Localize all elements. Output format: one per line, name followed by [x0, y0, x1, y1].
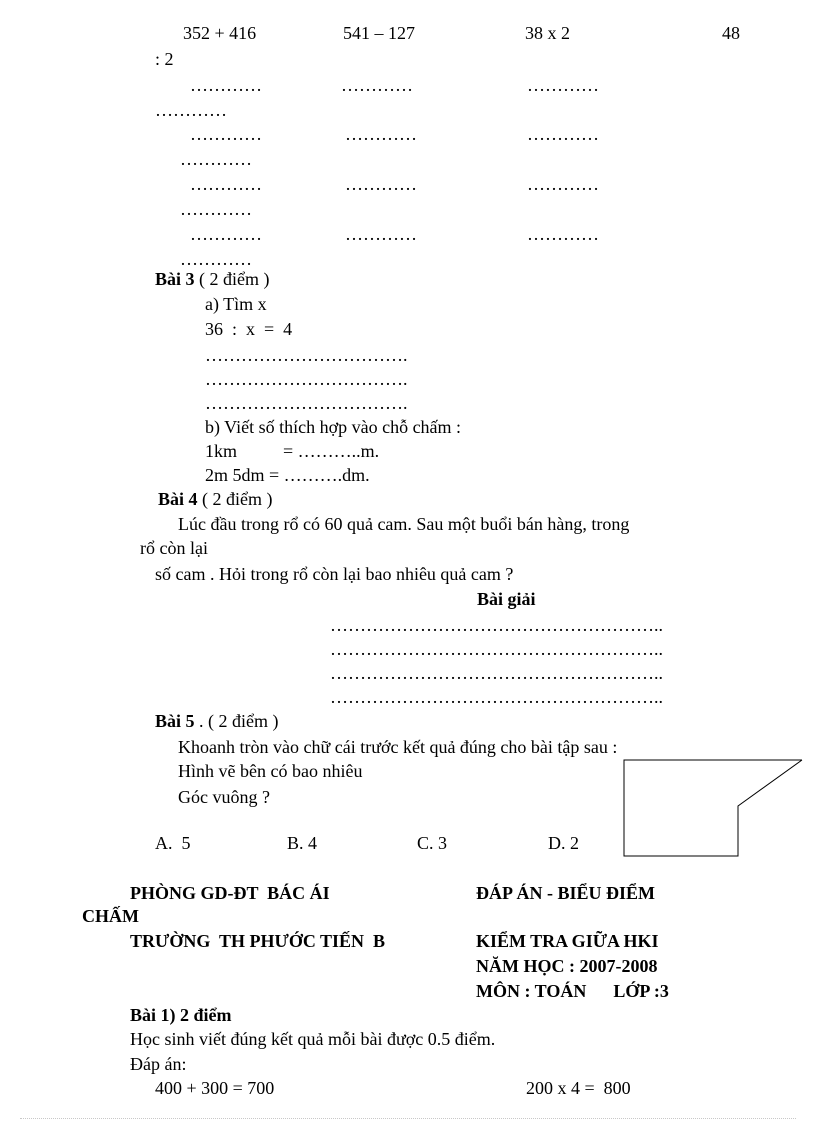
dot-line: …………: [341, 75, 413, 95]
dot-line: …………: [155, 100, 227, 120]
bai3-points: ( 2 điểm ): [194, 269, 270, 289]
bai4-heading: Bài 4: [158, 489, 198, 509]
subject-class: MÔN : TOÁN LỚP :3: [476, 981, 669, 1001]
bai1-note: Học sinh viết đúng kết quả mỗi bài được 0.5 điểm.: [130, 1029, 496, 1049]
bai3-equation: 36 : x = 4: [205, 319, 293, 339]
option-a: A. 5: [155, 833, 191, 853]
bai4-line2: rổ còn lại: [140, 538, 208, 558]
bai5-heading: Bài 5: [155, 711, 195, 731]
dot-line: …………: [527, 224, 599, 244]
school-name: TRƯỜNG TH PHƯỚC TIẾN B: [130, 931, 386, 951]
solution-line: ………………………………………………..: [330, 615, 663, 635]
bai4-line3: số cam . Hỏi trong rổ còn lại bao nhiêu quả cam ?: [155, 564, 514, 584]
dot-line: …………: [345, 174, 417, 194]
solution-line: ………………………………………………..: [330, 663, 663, 683]
bai3-b-item2: 2m 5dm = ……….dm.: [205, 465, 370, 485]
dot-line: …………: [527, 75, 599, 95]
bai4-solution-title: Bài giải: [477, 589, 536, 609]
option-c: C. 3: [417, 833, 448, 853]
problem-2: 541 – 127: [343, 23, 415, 43]
bai1-heading: Bài 1) 2 điểm: [130, 1005, 232, 1025]
bai5-points: . ( 2 điểm ): [194, 711, 279, 731]
bai3-b-item1-left: 1km: [205, 441, 238, 461]
answer-key-title: ĐÁP ÁN - BIỂU ĐIỂM: [476, 883, 656, 903]
bai3-b-item1-right: = ………..m.: [283, 441, 380, 461]
problem-3: 38 x 2: [525, 23, 570, 43]
dot-line: …………: [527, 124, 599, 144]
dot-line: …………: [180, 149, 252, 169]
dot-line: …………: [345, 124, 417, 144]
bai5-line1: Khoanh tròn vào chữ cái trước kết quả đúng cho bài tập sau :: [178, 737, 618, 757]
solution-line: ………………………………………………..: [330, 639, 663, 659]
bai3-answer-line: …………………………….: [205, 345, 408, 365]
answer-2: 200 x 4 = 800: [526, 1078, 631, 1098]
bai3-b-label: b) Viết số thích hợp vào chỗ chấm :: [205, 417, 462, 437]
answer-1: 400 + 300 = 700: [155, 1078, 275, 1098]
option-b: B. 4: [287, 833, 318, 853]
dot-line: …………: [190, 75, 262, 95]
dot-line: …………: [527, 174, 599, 194]
problem-1: 352 + 416: [183, 23, 257, 43]
problem-4: 48: [722, 23, 740, 43]
option-d: D. 2: [548, 833, 579, 853]
dot-line: …………: [345, 224, 417, 244]
page-bottom-dotted-rule: [20, 1118, 796, 1119]
figure-outline: [624, 760, 802, 856]
bai3-answer-line: …………………………….: [205, 369, 408, 389]
problem-4-wrap: : 2: [155, 49, 174, 69]
bai3-answer-line: …………………………….: [205, 393, 408, 413]
answer-key-title-wrap: CHẤM: [82, 906, 139, 926]
dap-an-label: Đáp án:: [130, 1054, 187, 1074]
solution-line: ………………………………………………..: [330, 687, 663, 707]
school-year: NĂM HỌC : 2007-2008: [476, 956, 658, 976]
dot-line: …………: [190, 124, 262, 144]
dot-line: …………: [190, 174, 262, 194]
bai5-line3: Góc vuông ?: [178, 787, 270, 807]
bai3-a-label: a) Tìm x: [205, 294, 267, 314]
dot-line: …………: [190, 224, 262, 244]
dot-line: …………: [180, 249, 252, 269]
office-name: PHÒNG GD-ĐT BÁC ÁI: [130, 883, 330, 903]
dot-line: …………: [180, 199, 252, 219]
bai4-points: ( 2 điểm ): [197, 489, 273, 509]
exam-name: KIỂM TRA GIỮA HKI: [476, 931, 659, 951]
bai3-heading: Bài 3: [155, 269, 195, 289]
bai4-line1: Lúc đầu trong rổ có 60 quả cam. Sau một buổi bán hàng, trong: [178, 514, 630, 534]
bai5-line2: Hình vẽ bên có bao nhiêu: [178, 761, 363, 781]
